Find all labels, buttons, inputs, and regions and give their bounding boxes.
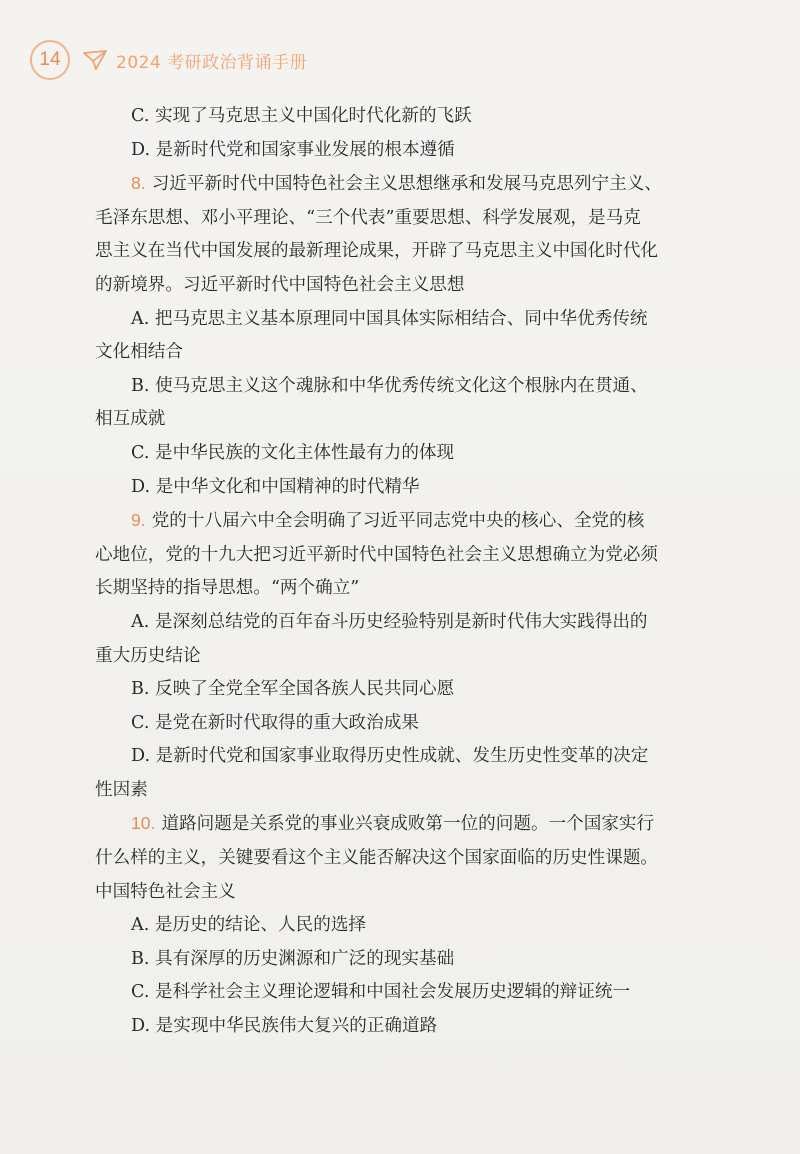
q9-number: 9. — [131, 510, 146, 531]
page-number-badge — [30, 40, 70, 80]
q9-stem-line: 党的十八届六中全会明确了习近平同志党中央的核心、全党的核 — [151, 511, 645, 532]
q8-stem-line: 毛泽东思想、邓小平理论、“三个代表”重要思想、科学发展观，是马克 — [95, 207, 641, 228]
q9-stem-line: 长期坚持的指导思想。“两个确立” — [95, 578, 360, 599]
q8-option-c: C. 是中华民族的文化主体性最有力的体现 — [131, 442, 455, 463]
q10-option-b: B. 具有深厚的历史渊源和广泛的现实基础 — [131, 948, 455, 969]
q8-stem — [95, 167, 735, 202]
q9-option-b: B. 反映了全党全军全国各族人民共同心愿 — [131, 679, 455, 700]
q9-option-a-cont: 重大历史结论 — [95, 645, 201, 666]
q8-number: 8. — [131, 173, 146, 194]
q10-option-d: D. 是实现中华民族伟大复兴的正确道路 — [131, 1016, 438, 1037]
paper-plane-icon — [82, 49, 108, 71]
q10-stem — [95, 807, 735, 842]
q8-stem-line: 思主义在当代中国发展的最新理论成果，开辟了马克思主义中国化时代化 — [95, 241, 659, 262]
q8-option-d: D. 是中华文化和中国精神的时代精华 — [131, 476, 420, 497]
q8-stem-line: 的新境界。习近平新时代中国特色社会主义思想 — [95, 274, 465, 295]
q9-stem — [95, 504, 735, 539]
prev-option-d: D. 是新时代党和国家事业发展的根本遵循 — [131, 139, 455, 160]
q10-option-c: C. 是科学社会主义理论逻辑和中国社会发展历史逻辑的辩证统一 — [131, 982, 631, 1003]
q10-stem-line: 中国特色社会主义 — [95, 881, 236, 902]
q10-option-a: A. 是历史的结论、人民的选择 — [131, 915, 367, 936]
q9-option-a: A. 是深刻总结党的百年奋斗历史经验特别是新时代伟大实践得出的 — [131, 611, 648, 632]
q10-number: 10. — [131, 813, 156, 834]
q9-option-d: D. 是新时代党和国家事业取得历史性成就、发生历史性变革的决定 — [131, 746, 649, 767]
book-title: 2024 考研政治背诵手册 — [116, 52, 308, 73]
prev-option-c: C. 实现了马克思主义中国化时代化新的飞跃 — [131, 106, 472, 126]
q10-stem-line: 什么样的主义，关键要看这个主义能否解决这个国家面临的历史性课题。 — [95, 848, 659, 869]
page-number: 14 — [39, 49, 61, 70]
q8-option-b-cont: 相互成就 — [95, 409, 166, 430]
q8-stem-line: 习近平新时代中国特色社会主义思想继承和发展马克思列宁主义、 — [151, 174, 662, 195]
question-text — [95, 100, 735, 1044]
q9-option-c: C. 是党在新时代取得的重大政治成果 — [131, 712, 419, 733]
q8-option-a-cont: 文化相结合 — [95, 342, 183, 363]
running-header — [30, 38, 307, 82]
q8-option-a: A. 把马克思主义基本原理同中国具体实际相结合、同中华优秀传统 — [131, 308, 648, 329]
q9-option-d-cont: 性因素 — [95, 779, 148, 800]
q9-stem-line: 心地位，党的十九大把习近平新时代中国特色社会主义思想确立为党必须 — [95, 544, 659, 565]
q10-stem-line: 道路问题是关系党的事业兴衰成败第一位的问题。一个国家实行 — [161, 814, 655, 835]
q8-option-b: B. 使马克思主义这个魂脉和中华优秀传统文化这个根脉内在贯通、 — [131, 375, 648, 396]
